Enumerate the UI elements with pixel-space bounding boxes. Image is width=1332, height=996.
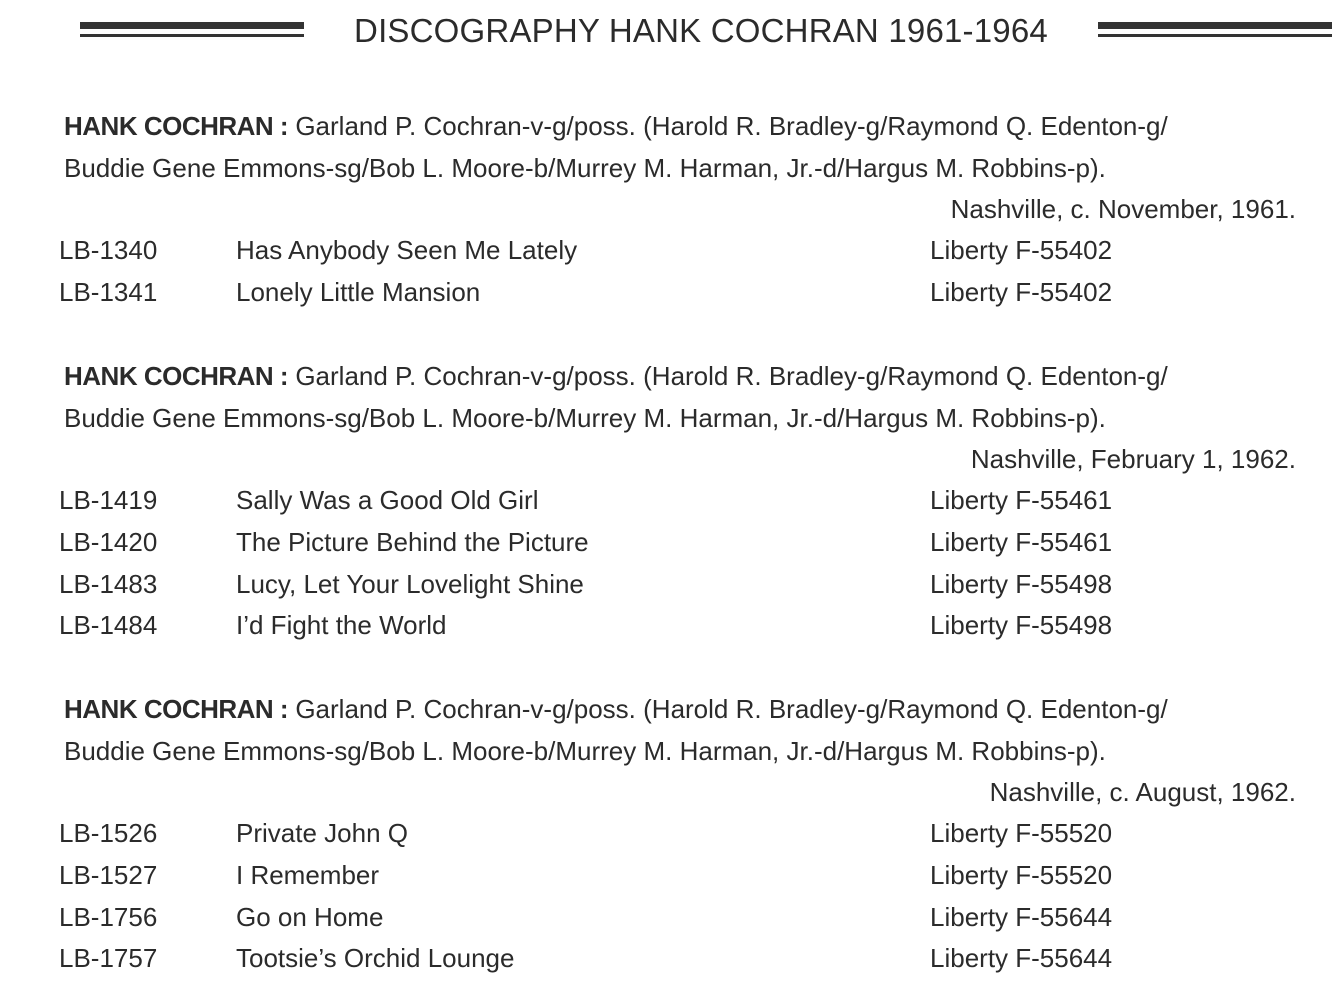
song-title: I’d Fight the World [236, 610, 447, 640]
personnel-line [64, 689, 1304, 731]
personnel-line [64, 356, 1304, 398]
track-row [0, 277, 1332, 318]
session-location-date: Nashville, c. August, 1962. [989, 777, 1296, 807]
track-row [0, 860, 1332, 901]
track-row [0, 818, 1332, 859]
header-rule-thick [1098, 22, 1332, 29]
session-location-date: Nashville, c. November, 1961. [950, 194, 1296, 224]
personnel-text: Garland P. Cochran-v-g/poss. (Harold R. Bradley-g/Raymond Q. Edenton-g/ [295, 361, 1168, 391]
track-row [0, 902, 1332, 943]
header-rule-thick [80, 22, 304, 29]
issue-number: Liberty F-55402 [930, 277, 1113, 307]
track-row [0, 610, 1332, 651]
artist-name: HANK COCHRAN : [64, 111, 289, 141]
track-row [0, 943, 1332, 984]
track-row [0, 235, 1332, 276]
personnel-text: Garland P. Cochran-v-g/poss. (Harold R. Bradley-g/Raymond Q. Edenton-g/ [295, 694, 1168, 724]
song-title: Tootsie’s Orchid Lounge [236, 943, 515, 973]
matrix-number: LB-1527 [59, 860, 158, 890]
matrix-number: LB-1483 [59, 569, 158, 599]
artist-name: HANK COCHRAN : [64, 694, 289, 724]
track-row [0, 569, 1332, 610]
matrix-number: LB-1419 [59, 485, 158, 515]
issue-number: Liberty F-55520 [930, 818, 1113, 848]
session-location-date: Nashville, February 1, 1962. [970, 444, 1296, 474]
session-personnel [64, 106, 1304, 189]
session-personnel [64, 689, 1304, 772]
issue-number: Liberty F-55498 [930, 569, 1113, 599]
issue-number: Liberty F-55520 [930, 860, 1113, 890]
matrix-number: LB-1484 [59, 610, 158, 640]
song-title: Lucy, Let Your Lovelight Shine [236, 569, 584, 599]
issue-number: Liberty F-55498 [930, 610, 1113, 640]
matrix-number: LB-1526 [59, 818, 158, 848]
track-row [0, 485, 1332, 526]
track-row [0, 527, 1332, 568]
song-title: I Remember [236, 860, 380, 890]
song-title: Has Anybody Seen Me Lately [236, 235, 578, 265]
matrix-number: LB-1757 [59, 943, 158, 973]
song-title: Private John Q [236, 818, 408, 848]
artist-name: HANK COCHRAN : [64, 361, 289, 391]
page-header [0, 0, 1332, 70]
header-rule-thin [1098, 34, 1332, 37]
issue-number: Liberty F-55402 [930, 235, 1113, 265]
personnel-line: Buddie Gene Emmons-sg/Bob L. Moore-b/Murrey M. Harman, Jr.-d/Hargus M. Robbins-p). [64, 735, 1106, 766]
header-rule-left [80, 22, 304, 37]
issue-number: Liberty F-55461 [930, 485, 1113, 515]
issue-number: Liberty F-55644 [930, 943, 1113, 973]
personnel-line: Buddie Gene Emmons-sg/Bob L. Moore-b/Murrey M. Harman, Jr.-d/Hargus M. Robbins-p). [64, 402, 1106, 433]
issue-number: Liberty F-55644 [930, 902, 1113, 932]
matrix-number: LB-1756 [59, 902, 158, 932]
matrix-number: LB-1340 [59, 235, 158, 265]
matrix-number: LB-1420 [59, 527, 158, 557]
header-rule-right [1098, 22, 1332, 37]
matrix-number: LB-1341 [59, 277, 158, 307]
header-rule-thin [80, 34, 304, 37]
personnel-line [64, 106, 1304, 148]
issue-number: Liberty F-55461 [930, 527, 1113, 557]
song-title: Sally Was a Good Old Girl [236, 485, 539, 515]
personnel-text: Garland P. Cochran-v-g/poss. (Harold R. Bradley-g/Raymond Q. Edenton-g/ [295, 111, 1168, 141]
song-title: The Picture Behind the Picture [236, 527, 589, 557]
personnel-line: Buddie Gene Emmons-sg/Bob L. Moore-b/Murrey M. Harman, Jr.-d/Hargus M. Robbins-p). [64, 152, 1106, 183]
page-title: DISCOGRAPHY HANK COCHRAN 1961-1964 [354, 12, 1048, 49]
session-personnel [64, 356, 1304, 439]
song-title: Lonely Little Mansion [236, 277, 481, 307]
song-title: Go on Home [236, 902, 384, 932]
